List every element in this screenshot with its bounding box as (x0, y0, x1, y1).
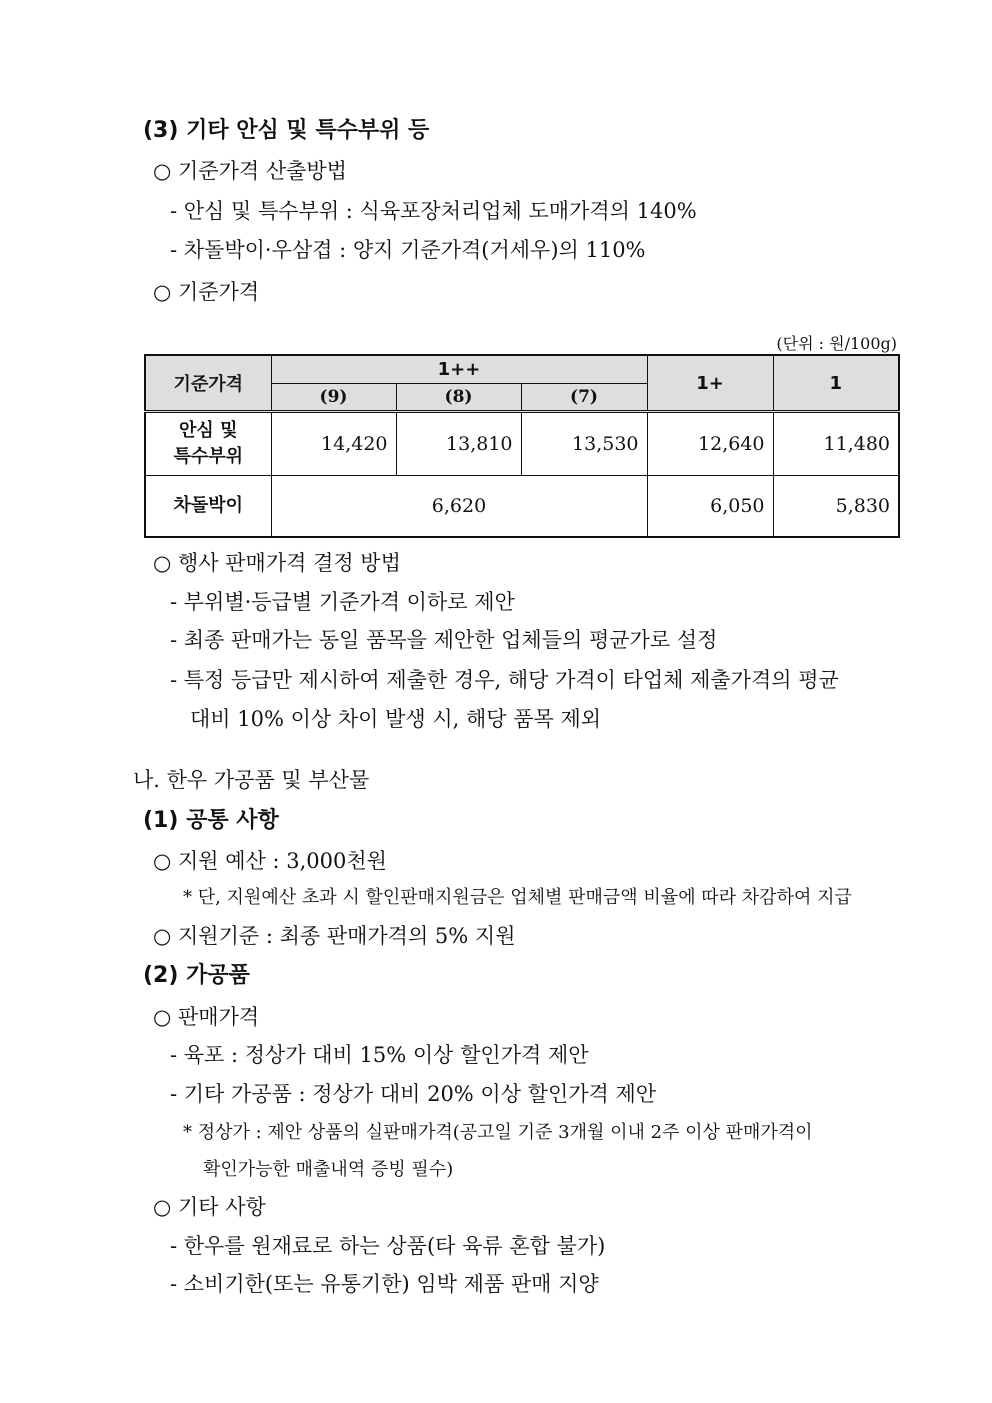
item-brisket-rule: - 차돌박이·우삼겹 : 양지 기준가격(거세우)의 110% (170, 238, 646, 262)
bullet-event-price-method: ○ 행사 판매가격 결정 방법 (153, 551, 401, 575)
bullet-other-matters: ○ 기타 사항 (153, 1195, 266, 1219)
grade-1-header: 1 (773, 355, 899, 412)
item-below-base-price: - 부위별·등급별 기준가격 이하로 제안 (170, 590, 515, 614)
grade-1pp-header: 1++ (271, 355, 647, 384)
item-other-processed-discount: - 기타 가공품 : 정상가 대비 20% 이상 할인가격 제안 (170, 1082, 657, 1106)
row-label-brisket: 차돌박이 (145, 476, 271, 538)
bullet-support-criteria: ○ 지원기준 : 최종 판매가격의 5% 지원 (153, 924, 516, 948)
item-specific-grade-rule: - 특정 등급만 제시하여 제출한 경우, 해당 가격이 타업체 제출가격의 평균 (170, 668, 839, 692)
item-specific-grade-rule-cont: 대비 10% 이상 차이 발생 시, 해당 품목 제외 (190, 707, 602, 731)
section-heading-3: (3) 기타 안심 및 특수부위 등 (143, 118, 430, 143)
note-budget-deduction: * 단, 지원예산 초과 시 할인판매지원금은 업체별 판매금액 비율에 따라 차감하여 지급 (183, 887, 852, 908)
bullet-support-budget: ○ 지원 예산 : 3,000천원 (153, 849, 387, 873)
bullet-base-price-method: ○ 기준가격 산출방법 (153, 159, 347, 183)
bullet-sale-price: ○ 판매가격 (153, 1005, 260, 1029)
bullet-base-price: ○ 기준가격 (153, 280, 260, 304)
sub-grade-8: (8) (396, 384, 521, 412)
sub-grade-7: (7) (521, 384, 647, 412)
cell-value: 6,050 (647, 476, 773, 538)
table-corner-header: 기준가격 (145, 355, 271, 412)
grade-1p-header: 1+ (647, 355, 773, 412)
item-jerky-discount: - 육포 : 정상가 대비 15% 이상 할인가격 제안 (170, 1043, 589, 1067)
note-regular-price-cont: 확인가능한 매출내역 증빙 필수) (203, 1159, 454, 1180)
item-final-price-average: - 최종 판매가는 동일 품목을 제안한 업체들의 평균가로 설정 (170, 628, 718, 652)
cell-value: 13,810 (396, 412, 521, 476)
item-expiry-date: - 소비기한(또는 유통기한) 임박 제품 판매 지양 (170, 1272, 599, 1296)
sub-grade-9: (9) (271, 384, 396, 412)
base-price-table (144, 354, 900, 538)
table-unit: (단위 : 원/100g) (776, 334, 897, 353)
section-heading-na: 나. 한우 가공품 및 부산물 (133, 768, 370, 792)
table-row (145, 476, 899, 538)
item-hanwoo-raw-material: - 한우를 원재료로 하는 상품(타 육류 혼합 불가) (170, 1234, 606, 1258)
table-row (145, 412, 899, 476)
note-regular-price: * 정상가 : 제안 상품의 실판매가격(공고일 기준 3개월 이내 2주 이상 판매가격이 (183, 1122, 813, 1143)
item-tenderloin-rule: - 안심 및 특수부위 : 식육포장처리업체 도매가격의 140% (170, 199, 697, 223)
section-heading-2: (2) 가공품 (143, 963, 250, 988)
row-label-tenderloin: 안심 및 특수부위 (145, 412, 271, 476)
cell-value: 5,830 (773, 476, 899, 538)
cell-value: 13,530 (521, 412, 647, 476)
cell-value: 12,640 (647, 412, 773, 476)
cell-value: 11,480 (773, 412, 899, 476)
section-heading-1: (1) 공통 사항 (143, 808, 279, 833)
cell-value: 14,420 (271, 412, 396, 476)
cell-value: 6,620 (271, 476, 647, 538)
